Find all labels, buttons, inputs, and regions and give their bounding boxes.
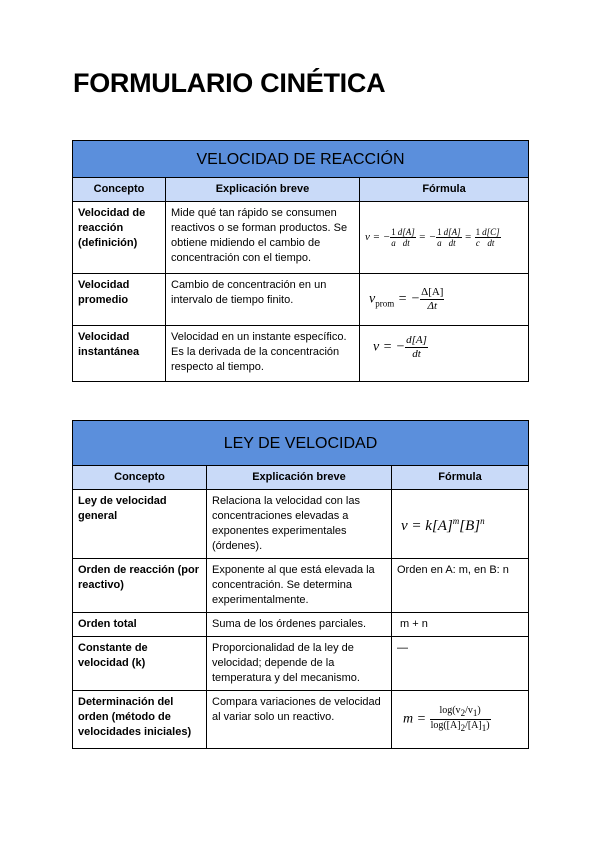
column-header-formula: Fórmula <box>392 466 529 490</box>
concept-cell: Velocidad instantánea <box>73 326 166 382</box>
formula-cell: — <box>392 637 529 691</box>
concept-cell: Velocidad promedio <box>73 274 166 326</box>
table-row <box>73 274 529 326</box>
explanation-cell: Exponente al que está elevada la concentración. Se determina experimentalmente. <box>207 559 392 613</box>
formula-cell <box>392 691 529 749</box>
concept-cell: Constante de velocidad (k) <box>73 637 207 691</box>
explanation-cell: Proporcionalidad de la ley de velocidad; depende de la temperatura y del mecanismo. <box>207 637 392 691</box>
formula-initial-rates: m = $\frac{\log(v_2/v_1)}{\log([A]_2/[A]_1)}$ <box>403 705 490 733</box>
concept-cell: Ley de velocidad general <box>73 490 207 559</box>
ley-velocidad-table <box>72 420 529 749</box>
formula-cell: Orden en A: m, en B: n <box>392 559 529 613</box>
table2-heading: LEY DE VELOCIDAD <box>73 421 529 466</box>
formula-cell <box>360 326 529 382</box>
formula-rate-law: $v = k[A]^m[B]^n$ <box>401 515 485 534</box>
column-header-concept: Concepto <box>73 466 207 490</box>
explanation-cell: Velocidad en un instante específico. Es la derivada de la concentración respecto al tiempo. <box>166 326 360 382</box>
page-title: FORMULARIO CINÉTICA <box>73 68 386 98</box>
column-header-explanation: Explicación breve <box>166 178 360 202</box>
formula-instantaneous-rate: v = − $\frac{d[A]}{dt}$ <box>373 334 427 360</box>
explanation-cell: Suma de los órdenes parciales. <box>207 613 392 637</box>
concept-cell: Orden de reacción (por reactivo) <box>73 559 207 613</box>
explanation-cell: Relaciona la velocidad con las concentraciones elevadas a exponentes experimentales (órdenes). <box>207 490 392 559</box>
explanation-cell: Mide qué tan rápido se consumen reactivos o se forman productos. Se obtiene midiendo el cambio de concentración con el tiempo. <box>166 202 360 274</box>
velocidad-reaccion-table <box>72 140 529 382</box>
formula-rate-definition: v = − $\frac{1}{a}$ $\frac{d[A]}{dt}$ = − $\frac{1}{a}$ $\frac{d[A]}{dt}$ = $\frac{1}{c}$ $\frac{d[C]}{dt}$ <box>365 227 500 248</box>
table-row <box>73 637 529 691</box>
table-row <box>73 326 529 382</box>
concept-cell: Determinación del orden (método de velocidades iniciales) <box>73 691 207 749</box>
concept-cell: Velocidad de reacción (definición) <box>73 202 166 274</box>
formula-cell <box>392 490 529 559</box>
table-row <box>73 613 529 637</box>
formula-cell <box>360 202 529 274</box>
formula-cell <box>360 274 529 326</box>
explanation-cell: Compara variaciones de velocidad al variar solo un reactivo. <box>207 691 392 749</box>
formula-average-rate: $v_{prom}$ = − $\frac{\Delta[A]}{\Delta t}$ <box>369 286 444 312</box>
column-header-concept: Concepto <box>73 178 166 202</box>
table-row <box>73 559 529 613</box>
table-row <box>73 202 529 274</box>
table-row <box>73 490 529 559</box>
explanation-cell: Cambio de concentración en un intervalo de tiempo finito. <box>166 274 360 326</box>
concept-cell: Orden total <box>73 613 207 637</box>
column-header-explanation: Explicación breve <box>207 466 392 490</box>
table-row <box>73 691 529 749</box>
formula-cell: m + n <box>392 613 529 637</box>
table1-heading: VELOCIDAD DE REACCIÓN <box>73 141 529 178</box>
column-header-formula: Fórmula <box>360 178 529 202</box>
